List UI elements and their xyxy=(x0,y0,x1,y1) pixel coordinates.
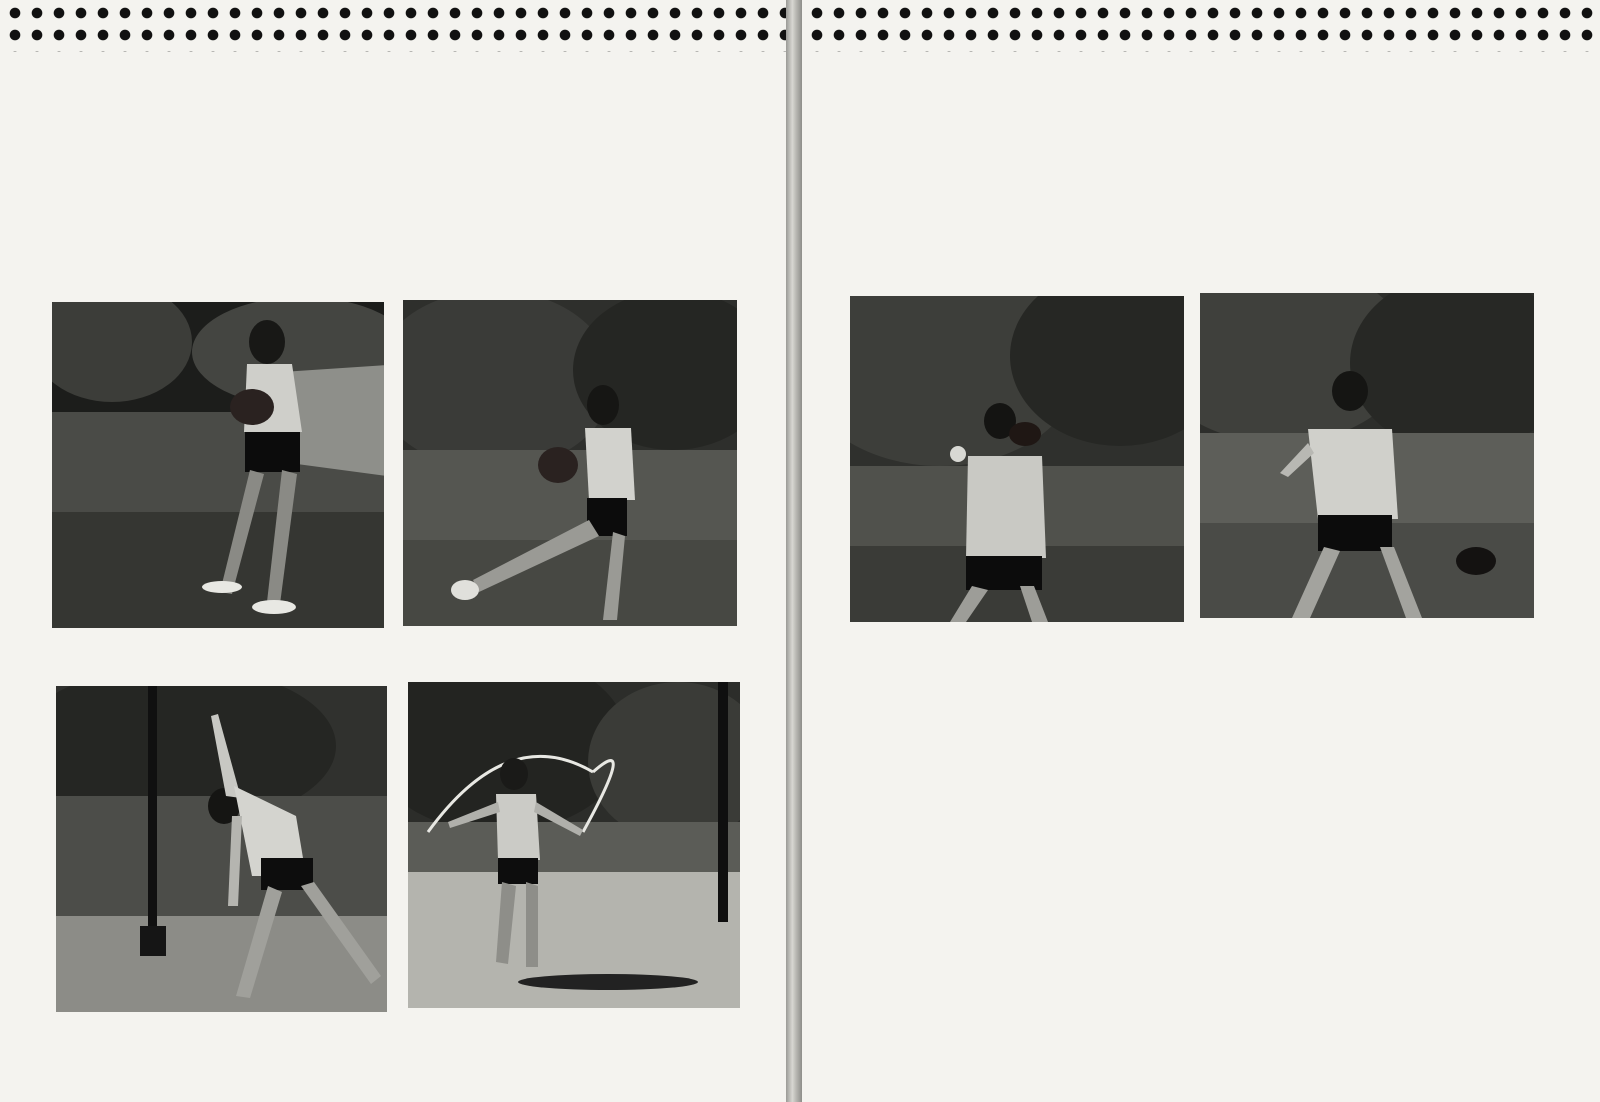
polka-dot-banner xyxy=(802,0,1600,52)
photo-dropped-ball xyxy=(1200,293,1534,618)
photo-high-kick xyxy=(403,300,737,626)
photo-glove-pitch xyxy=(52,302,384,628)
photo-jump-rope xyxy=(408,682,740,1008)
left-page xyxy=(0,0,786,1102)
article-column-1 xyxy=(52,143,382,147)
right-page xyxy=(802,0,1600,1102)
photo-stretch xyxy=(56,686,387,1012)
magazine-spine xyxy=(786,0,802,1102)
photo-juggling xyxy=(850,296,1184,622)
polka-dot-banner xyxy=(0,0,786,52)
